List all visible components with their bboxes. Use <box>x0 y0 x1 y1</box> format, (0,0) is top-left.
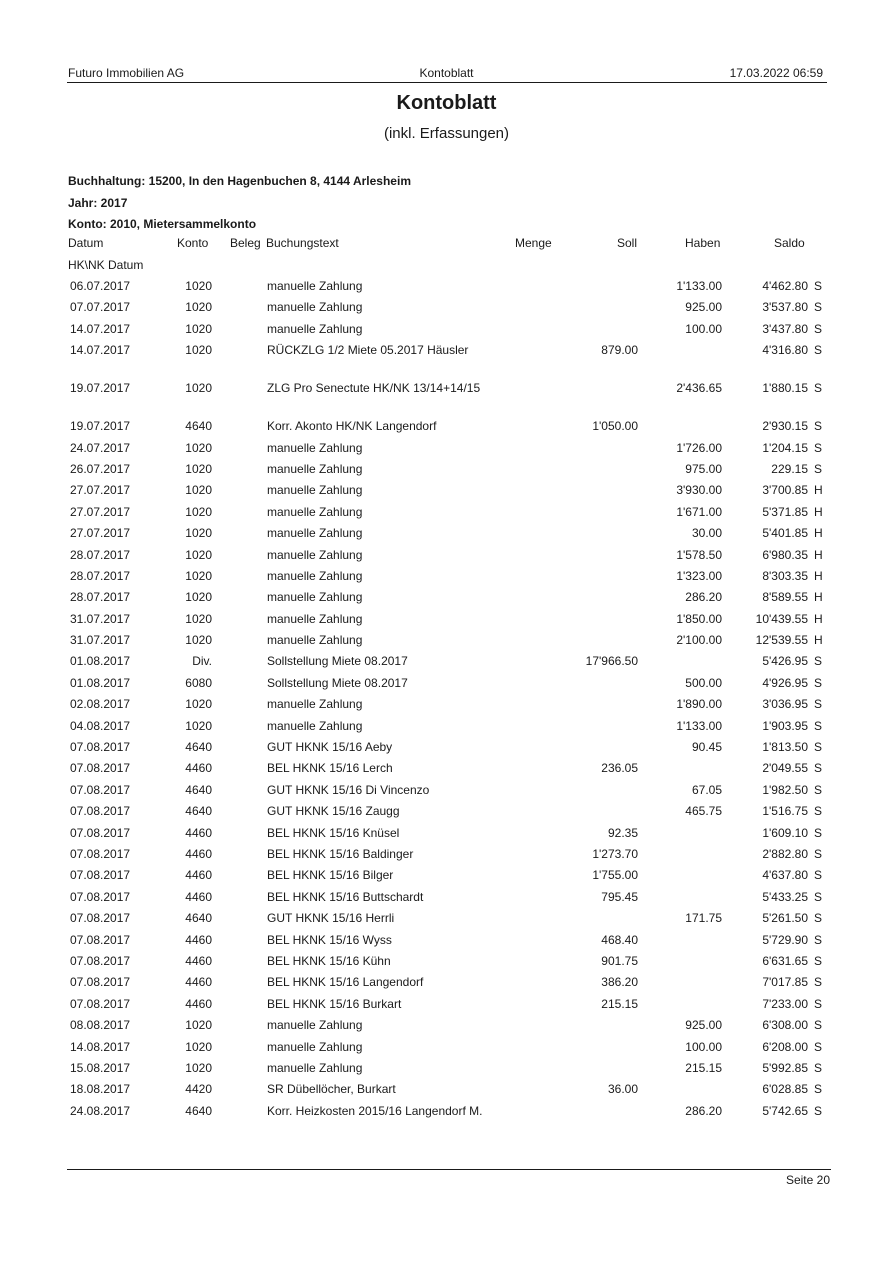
row-konto: 1020 <box>185 547 212 562</box>
row-saldo: 3'036.95 <box>762 697 808 712</box>
row-date: 15.08.2017 <box>70 1060 131 1075</box>
col-header-haben: Haben <box>685 236 721 250</box>
table-row <box>0 547 893 568</box>
row-soll: 879.00 <box>601 343 638 358</box>
table-row <box>0 782 893 803</box>
row-saldo: 1'880.15 <box>762 381 808 396</box>
row-saldo-side: S <box>814 761 823 776</box>
row-buchungstext: GUT HKNK 15/16 Zaugg <box>267 804 400 819</box>
row-konto: 1020 <box>185 461 212 476</box>
row-saldo: 5'433.25 <box>762 889 808 904</box>
row-saldo: 6'028.85 <box>762 1082 808 1097</box>
row-buchungstext: manuelle Zahlung <box>267 568 363 583</box>
row-konto: 1020 <box>185 440 212 455</box>
row-buchungstext: ZLG Pro Senectute HK/NK 13/14+14/15 <box>267 381 481 396</box>
row-saldo-side: S <box>814 953 823 968</box>
col-header-buchungstext: Buchungstext <box>266 236 339 250</box>
row-saldo: 4'926.95 <box>762 675 808 690</box>
row-saldo: 6'208.00 <box>762 1039 808 1054</box>
row-haben: 215.15 <box>685 1060 722 1075</box>
row-konto: 1020 <box>185 633 212 648</box>
row-saldo-side: S <box>814 654 823 669</box>
row-haben: 2'100.00 <box>676 633 722 648</box>
row-haben: 1'850.00 <box>676 611 722 626</box>
table-row <box>0 632 893 653</box>
row-haben: 1'133.00 <box>676 279 722 293</box>
row-date: 07.08.2017 <box>70 804 131 819</box>
row-soll: 901.75 <box>601 953 638 968</box>
table-row <box>0 675 893 696</box>
col-header-beleg: Beleg <box>230 236 261 250</box>
row-soll: 236.05 <box>601 761 638 776</box>
row-saldo: 1'903.95 <box>762 718 808 733</box>
row-saldo-side: S <box>814 932 823 947</box>
row-date: 08.08.2017 <box>70 1018 131 1033</box>
row-date: 07.08.2017 <box>70 868 131 883</box>
row-buchungstext: BEL HKNK 15/16 Buttschardt <box>267 889 424 904</box>
row-buchungstext: manuelle Zahlung <box>267 1039 363 1054</box>
row-saldo: 5'371.85 <box>762 504 808 519</box>
row-buchungstext: manuelle Zahlung <box>267 526 363 541</box>
row-buchungstext: manuelle Zahlung <box>267 547 363 562</box>
company-name: Futuro Immobilien AG <box>68 66 185 80</box>
meta-jahr: Jahr: 2017 <box>68 196 128 210</box>
table-row <box>0 461 893 482</box>
row-saldo-side: H <box>814 547 823 562</box>
table-row <box>0 739 893 760</box>
row-saldo-side: S <box>814 461 823 476</box>
table-row <box>0 867 893 888</box>
row-saldo: 6'631.65 <box>762 953 808 968</box>
row-date: 07.08.2017 <box>70 740 131 755</box>
row-buchungstext: GUT HKNK 15/16 Herrli <box>267 911 395 926</box>
row-soll: 386.20 <box>601 975 638 990</box>
table-row <box>0 418 893 439</box>
row-date: 07.08.2017 <box>70 975 131 990</box>
row-date: 28.07.2017 <box>70 568 131 583</box>
row-date: 28.07.2017 <box>70 547 131 562</box>
row-haben: 90.45 <box>691 740 722 755</box>
row-saldo: 1'609.10 <box>762 825 808 840</box>
row-saldo: 6'308.00 <box>762 1018 808 1033</box>
row-buchungstext: Korr. Heizkosten 2015/16 Langendorf M. <box>267 1103 483 1118</box>
row-saldo-side: S <box>814 718 823 733</box>
row-konto: Div. <box>192 654 212 669</box>
row-saldo-side: S <box>814 975 823 990</box>
row-soll: 1'273.70 <box>592 846 638 861</box>
row-saldo: 2'930.15 <box>762 419 808 434</box>
row-saldo-side: S <box>814 321 823 336</box>
row-saldo: 2'882.80 <box>762 846 808 861</box>
row-date: 07.08.2017 <box>70 782 131 797</box>
row-saldo-side: S <box>814 1103 823 1118</box>
row-haben: 67.05 <box>691 782 722 797</box>
row-date: 07.08.2017 <box>70 953 131 968</box>
row-saldo: 3'700.85 <box>762 483 808 498</box>
row-saldo: 1'516.75 <box>762 804 808 819</box>
row-saldo-side: S <box>814 846 823 861</box>
row-date: 07.08.2017 <box>70 932 131 947</box>
col-header-konto: Konto <box>177 236 209 250</box>
row-haben: 1'133.00 <box>676 718 722 733</box>
row-saldo-side: S <box>814 300 823 315</box>
table-row <box>0 1103 893 1141</box>
row-buchungstext: manuelle Zahlung <box>267 611 363 626</box>
table-row <box>0 589 893 610</box>
row-saldo-side: S <box>814 1060 823 1075</box>
table-row <box>0 525 893 546</box>
row-buchungstext: BEL HKNK 15/16 Knüsel <box>267 825 400 840</box>
table-row <box>0 1039 893 1060</box>
row-saldo-side: S <box>814 381 823 396</box>
row-saldo: 8'303.35 <box>762 568 808 583</box>
row-date: 19.07.2017 <box>70 419 131 434</box>
table-row <box>0 1060 893 1081</box>
row-haben: 100.00 <box>685 321 722 336</box>
row-konto: 4460 <box>185 889 212 904</box>
table-row <box>0 760 893 781</box>
table-row <box>0 440 893 461</box>
footer-rule <box>67 1169 831 1170</box>
row-date: 06.07.2017 <box>70 279 131 293</box>
row-buchungstext: manuelle Zahlung <box>267 461 363 476</box>
row-haben: 925.00 <box>685 1018 722 1033</box>
table-row <box>0 1081 893 1102</box>
row-saldo-side: S <box>814 825 823 840</box>
row-haben: 1'578.50 <box>676 547 722 562</box>
row-date: 07.08.2017 <box>70 761 131 776</box>
row-date: 18.08.2017 <box>70 1082 131 1097</box>
table-row <box>0 910 893 931</box>
row-konto: 6080 <box>185 675 212 690</box>
row-buchungstext: manuelle Zahlung <box>267 300 363 315</box>
row-buchungstext: BEL HKNK 15/16 Kühn <box>267 953 391 968</box>
row-konto: 1020 <box>185 300 212 315</box>
row-konto: 1020 <box>185 697 212 712</box>
row-date: 31.07.2017 <box>70 611 131 626</box>
row-buchungstext: Sollstellung Miete 08.2017 <box>267 654 408 669</box>
row-konto: 4460 <box>185 825 212 840</box>
table-row <box>0 278 893 299</box>
row-soll: 1'755.00 <box>592 868 638 883</box>
row-konto: 1020 <box>185 279 212 293</box>
row-saldo: 3'537.80 <box>762 300 808 315</box>
row-soll: 795.45 <box>601 889 638 904</box>
row-saldo: 4'637.80 <box>762 868 808 883</box>
row-buchungstext: BEL HKNK 15/16 Lerch <box>267 761 393 776</box>
row-date: 04.08.2017 <box>70 718 131 733</box>
row-haben: 286.20 <box>685 590 722 605</box>
row-date: 14.07.2017 <box>70 343 131 358</box>
row-saldo: 5'992.85 <box>762 1060 808 1075</box>
row-konto: 1020 <box>185 568 212 583</box>
header-rule <box>67 82 827 83</box>
row-saldo-side: S <box>814 1039 823 1054</box>
row-konto: 1020 <box>185 381 212 396</box>
table-row <box>0 611 893 632</box>
row-date: 24.08.2017 <box>70 1103 131 1118</box>
row-buchungstext: BEL HKNK 15/16 Baldinger <box>267 846 414 861</box>
row-haben: 100.00 <box>685 1039 722 1054</box>
row-date: 19.07.2017 <box>70 381 131 396</box>
row-buchungstext: BEL HKNK 15/16 Burkart <box>267 996 402 1011</box>
row-buchungstext: manuelle Zahlung <box>267 440 363 455</box>
row-buchungstext: GUT HKNK 15/16 Aeby <box>267 740 393 755</box>
row-date: 26.07.2017 <box>70 461 131 476</box>
row-soll: 92.35 <box>607 825 638 840</box>
row-haben: 2'436.65 <box>676 381 722 396</box>
row-buchungstext: manuelle Zahlung <box>267 504 363 519</box>
row-buchungstext: manuelle Zahlung <box>267 718 363 733</box>
row-saldo-side: S <box>814 911 823 926</box>
row-saldo: 5'426.95 <box>762 654 808 669</box>
row-konto: 4640 <box>185 782 212 797</box>
row-date: 01.08.2017 <box>70 675 131 690</box>
row-konto: 4460 <box>185 932 212 947</box>
row-konto: 4640 <box>185 911 212 926</box>
row-date: 07.07.2017 <box>70 300 131 315</box>
row-saldo: 1'204.15 <box>762 440 808 455</box>
row-date: 14.08.2017 <box>70 1039 131 1054</box>
row-saldo-side: S <box>814 697 823 712</box>
row-konto: 1020 <box>185 321 212 336</box>
row-konto: 4640 <box>185 1103 212 1118</box>
row-saldo: 8'589.55 <box>762 590 808 605</box>
table-row <box>0 653 893 674</box>
row-saldo-side: H <box>814 633 823 648</box>
col-header-menge: Menge <box>515 236 552 250</box>
row-konto: 4460 <box>185 868 212 883</box>
row-saldo-side: H <box>814 611 823 626</box>
row-buchungstext: manuelle Zahlung <box>267 697 363 712</box>
row-saldo: 10'439.55 <box>755 611 808 626</box>
row-konto: 1020 <box>185 343 212 358</box>
row-haben: 286.20 <box>685 1103 722 1118</box>
meta-buchhaltung: Buchhaltung: 15200, In den Hagenbuchen 8, 4144 Arlesheim <box>68 174 411 188</box>
row-haben: 500.00 <box>685 675 722 690</box>
row-saldo-side: H <box>814 590 823 605</box>
row-saldo: 7'017.85 <box>762 975 808 990</box>
row-konto: 4460 <box>185 953 212 968</box>
row-buchungstext: GUT HKNK 15/16 Di Vincenzo <box>267 782 430 797</box>
row-date: 07.08.2017 <box>70 846 131 861</box>
table-row <box>0 996 893 1017</box>
row-buchungstext: manuelle Zahlung <box>267 590 363 605</box>
row-buchungstext: manuelle Zahlung <box>267 279 363 293</box>
table-row <box>0 889 893 910</box>
row-haben: 925.00 <box>685 300 722 315</box>
row-saldo: 3'437.80 <box>762 321 808 336</box>
table-row <box>0 299 893 320</box>
table-row <box>0 953 893 974</box>
row-saldo-side: S <box>814 868 823 883</box>
row-date: 07.08.2017 <box>70 889 131 904</box>
row-haben: 465.75 <box>685 804 722 819</box>
table-row <box>0 568 893 589</box>
row-buchungstext: Sollstellung Miete 08.2017 <box>267 675 408 690</box>
page-subtitle: (inkl. Erfassungen) <box>383 125 510 142</box>
row-saldo: 1'982.50 <box>762 782 808 797</box>
row-haben: 1'671.00 <box>676 504 722 519</box>
row-soll: 17'966.50 <box>585 654 638 669</box>
row-saldo-side: H <box>814 483 823 498</box>
row-date: 27.07.2017 <box>70 526 131 541</box>
row-konto: 4460 <box>185 846 212 861</box>
row-saldo-side: S <box>814 996 823 1011</box>
row-saldo-side: S <box>814 279 823 293</box>
row-konto: 4640 <box>185 740 212 755</box>
table-row <box>0 932 893 953</box>
row-haben: 30.00 <box>691 526 722 541</box>
table-row <box>0 803 893 824</box>
row-saldo-side: S <box>814 804 823 819</box>
row-date: 01.08.2017 <box>70 654 131 669</box>
row-konto: 1020 <box>185 590 212 605</box>
table-row <box>0 718 893 739</box>
row-buchungstext: RÜCKZLG 1/2 Miete 05.2017 Häusler <box>267 343 469 358</box>
row-soll: 36.00 <box>607 1082 638 1097</box>
row-saldo: 5'261.50 <box>762 911 808 926</box>
row-soll: 215.15 <box>601 996 638 1011</box>
header-doc-title: Kontoblatt <box>419 66 474 80</box>
row-date: 07.08.2017 <box>70 825 131 840</box>
row-saldo-side: H <box>814 526 823 541</box>
table-row <box>0 482 893 503</box>
row-date: 27.07.2017 <box>70 483 131 498</box>
row-saldo: 5'729.90 <box>762 932 808 947</box>
row-saldo: 1'813.50 <box>762 740 808 755</box>
row-haben: 171.75 <box>685 911 722 926</box>
row-haben: 1'323.00 <box>676 568 722 583</box>
row-saldo: 4'462.80 <box>762 279 808 293</box>
row-haben: 975.00 <box>685 461 722 476</box>
row-date: 02.08.2017 <box>70 697 131 712</box>
row-konto: 1020 <box>185 1039 212 1054</box>
row-saldo-side: S <box>814 440 823 455</box>
table-row <box>0 342 893 380</box>
meta-konto: Konto: 2010, Mietersammelkonto <box>68 217 257 231</box>
col-header-saldo: Saldo <box>774 236 805 250</box>
table-row <box>0 696 893 717</box>
col-header-datum: Datum <box>68 236 104 250</box>
row-saldo-side: S <box>814 1082 823 1097</box>
table-row <box>0 380 893 418</box>
row-konto: 1020 <box>185 611 212 626</box>
header-datetime: 17.03.2022 06:59 <box>729 66 823 80</box>
row-konto: 1020 <box>185 1018 212 1033</box>
table-row <box>0 974 893 995</box>
row-konto: 4640 <box>185 804 212 819</box>
row-date: 07.08.2017 <box>70 911 131 926</box>
row-buchungstext: BEL HKNK 15/16 Langendorf <box>267 975 424 990</box>
row-buchungstext: BEL HKNK 15/16 Bilger <box>267 868 394 883</box>
row-date: 14.07.2017 <box>70 321 131 336</box>
row-saldo-side: H <box>814 504 823 519</box>
row-buchungstext: manuelle Zahlung <box>267 321 363 336</box>
table-row <box>0 504 893 525</box>
row-saldo-side: S <box>814 675 823 690</box>
row-saldo: 5'742.65 <box>762 1103 808 1118</box>
row-buchungstext: manuelle Zahlung <box>267 1060 363 1075</box>
row-date: 24.07.2017 <box>70 440 131 455</box>
table-row <box>0 825 893 846</box>
col-header-soll: Soll <box>617 236 638 250</box>
row-konto: 4460 <box>185 996 212 1011</box>
row-date: 27.07.2017 <box>70 504 131 519</box>
row-saldo: 7'233.00 <box>762 996 808 1011</box>
row-date: 07.08.2017 <box>70 996 131 1011</box>
row-saldo: 6'980.35 <box>762 547 808 562</box>
row-saldo: 5'401.85 <box>762 526 808 541</box>
row-konto: 4420 <box>185 1082 212 1097</box>
row-konto: 4460 <box>185 975 212 990</box>
row-saldo-side: S <box>814 782 823 797</box>
row-haben: 1'890.00 <box>676 697 722 712</box>
row-buchungstext: Korr. Akonto HK/NK Langendorf <box>267 419 437 434</box>
row-saldo-side: S <box>814 1018 823 1033</box>
row-saldo: 229.15 <box>771 461 808 476</box>
row-buchungstext: manuelle Zahlung <box>267 483 363 498</box>
row-saldo-side: S <box>814 419 823 434</box>
row-buchungstext: SR Dübellöcher, Burkart <box>267 1082 396 1097</box>
page-title: Kontoblatt <box>396 92 497 114</box>
row-konto: 1020 <box>185 718 212 733</box>
table-row <box>0 846 893 867</box>
row-saldo: 4'316.80 <box>762 343 808 358</box>
row-saldo-side: S <box>814 740 823 755</box>
table-row <box>0 321 893 342</box>
row-konto: 1020 <box>185 504 212 519</box>
row-date: 31.07.2017 <box>70 633 131 648</box>
row-haben: 1'726.00 <box>676 440 722 455</box>
ledger-table <box>0 278 893 1141</box>
row-soll: 1'050.00 <box>592 419 638 434</box>
row-haben: 3'930.00 <box>676 483 722 498</box>
row-buchungstext: manuelle Zahlung <box>267 633 363 648</box>
row-saldo-side: S <box>814 889 823 904</box>
page-number: Seite 20 <box>785 1173 830 1187</box>
table-row <box>0 1017 893 1038</box>
row-konto: 1020 <box>185 1060 212 1075</box>
row-saldo-side: S <box>814 343 823 358</box>
row-konto: 4460 <box>185 761 212 776</box>
row-konto: 4640 <box>185 419 212 434</box>
row-saldo: 12'539.55 <box>755 633 808 648</box>
col-subheader-hknk-datum: HK\NK Datum <box>68 258 144 272</box>
row-buchungstext: BEL HKNK 15/16 Wyss <box>267 932 392 947</box>
row-buchungstext: manuelle Zahlung <box>267 1018 363 1033</box>
row-saldo: 2'049.55 <box>762 761 808 776</box>
row-konto: 1020 <box>185 483 212 498</box>
row-konto: 1020 <box>185 526 212 541</box>
row-saldo-side: H <box>814 568 823 583</box>
row-soll: 468.40 <box>601 932 638 947</box>
row-date: 28.07.2017 <box>70 590 131 605</box>
